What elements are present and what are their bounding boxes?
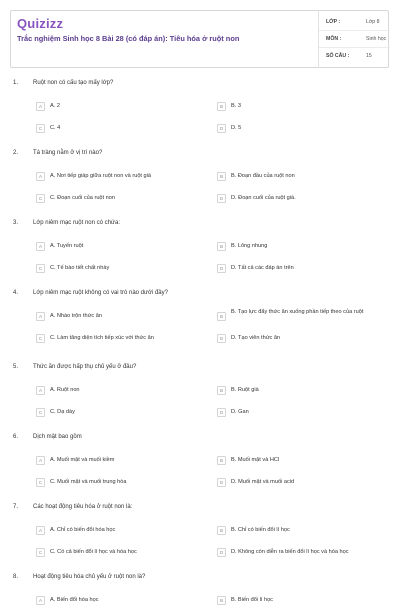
option-text: C. Có cả biến đổi lí học và hóa học — [50, 549, 137, 555]
option-text: D. Tất cả các đáp án trên — [231, 265, 294, 271]
option-letter-box: B — [217, 242, 226, 251]
question-number: 4. — [13, 290, 19, 296]
option-letter-box: D — [217, 334, 226, 343]
option-text: B. Chỉ có biến đổi lí học — [231, 527, 290, 533]
worksheet-title: Trắc nghiệm Sinh học 8 Bài 28 (có đáp án): Tiêu hóa ở ruột non — [17, 34, 240, 43]
meta-label: SỐ CÂU : — [326, 53, 350, 59]
option-text: A. 2 — [50, 103, 60, 109]
question-number: 5. — [13, 364, 19, 370]
question-number: 1. — [13, 80, 19, 86]
option-letter-box: D — [217, 548, 226, 557]
option-letter-box: A — [36, 386, 45, 395]
quizizz-logo: Quizizz — [17, 16, 64, 31]
option-text: C. Muối mật và muối trung hòa — [50, 479, 127, 485]
option-letter-box: C — [36, 478, 45, 487]
option-text: A. Chỉ có biến đổi hóa học — [50, 527, 116, 533]
option-letter-box: D — [217, 478, 226, 487]
option-letter-box: D — [217, 264, 226, 273]
option-text: C. Làm tăng diện tích tiếp xúc với thức ăn — [50, 335, 154, 341]
meta-value: 15 — [366, 53, 372, 59]
option-letter-box: C — [36, 264, 45, 273]
option-letter-box: C — [36, 124, 45, 133]
meta-value: Sinh học — [366, 36, 387, 42]
option-text: A. Biến đổi hóa học — [50, 597, 99, 603]
option-letter-box: D — [217, 124, 226, 133]
option-letter-box: C — [36, 408, 45, 417]
option-text: B. Tạo lực đẩy thức ăn xuống phần tiếp theo của ruột — [231, 309, 364, 315]
option-letter-box: C — [36, 194, 45, 203]
option-text: A. Muối mật và muối kiềm — [50, 457, 115, 463]
option-letter-box: A — [36, 456, 45, 465]
question-number: 8. — [13, 574, 19, 580]
option-letter-box: B — [217, 386, 226, 395]
meta-value: Lớp 8 — [366, 19, 380, 25]
option-letter-box: A — [36, 102, 45, 111]
option-letter-box: B — [217, 456, 226, 465]
option-letter-box: A — [36, 596, 45, 605]
option-text: D. Đoạn cuối của ruột già. — [231, 195, 296, 201]
question-text: Dịch mật bao gồm — [33, 434, 82, 440]
option-text: A. Nhào trộn thức ăn — [50, 313, 102, 319]
question-text: Các hoạt động tiêu hóa ở ruột non là: — [33, 504, 133, 510]
option-letter-box: A — [36, 312, 45, 321]
option-text: C. Đoạn cuối của ruột non — [50, 195, 115, 201]
option-letter-box: C — [36, 334, 45, 343]
option-text: D. Muối mật và muối acid — [231, 479, 295, 485]
option-letter-box: D — [217, 408, 226, 417]
option-text: B. Đoạn đầu của ruột non — [231, 173, 295, 179]
question-text: Thức ăn được hấp thụ chủ yếu ở đâu? — [33, 364, 137, 370]
option-text: D. Không còn diễn ra biến đổi lí học và hóa học — [231, 549, 349, 555]
option-text: B. Lông nhung — [231, 243, 268, 249]
option-letter-box: A — [36, 526, 45, 535]
option-text: A. Ruột non — [50, 387, 80, 393]
option-letter-box: A — [36, 172, 45, 181]
option-text: B. 3 — [231, 103, 241, 109]
question-text: Hoạt động tiêu hóa chủ yếu ở ruột non là? — [33, 574, 146, 580]
question-text: Ruột non có cấu tạo mấy lớp? — [33, 80, 114, 86]
option-text: C. Dạ dày — [50, 409, 75, 415]
question-number: 2. — [13, 150, 19, 156]
option-text: A. Nơi tiếp giáp giữa ruột non và ruột già — [50, 173, 152, 179]
option-letter-box: B — [217, 172, 226, 181]
meta-label: MÔN : — [326, 36, 342, 42]
option-text: B. Ruột già — [231, 387, 259, 393]
option-letter-box: B — [217, 102, 226, 111]
option-text: D. Gan — [231, 409, 249, 415]
question-text: Lớp niêm mạc ruột non có chứa: — [33, 220, 120, 226]
option-letter-box: B — [217, 312, 226, 321]
option-letter-box: C — [36, 548, 45, 557]
option-letter-box: D — [217, 194, 226, 203]
meta-label: LỚP : — [326, 19, 341, 25]
option-text: B. Biến đổi lí học — [231, 597, 273, 603]
meta-row-question-count — [319, 49, 390, 64]
question-text: Tá tràng nằm ở vị trí nào? — [33, 150, 103, 156]
meta-row-grade — [319, 15, 390, 31]
question-number: 7. — [13, 504, 19, 510]
option-text: D. Tạo viên thức ăn — [231, 335, 281, 341]
option-text: A. Tuyến ruột — [50, 243, 84, 249]
option-letter-box: B — [217, 526, 226, 535]
option-letter-box: A — [36, 242, 45, 251]
option-text: D. 5 — [231, 125, 242, 131]
meta-row-subject — [319, 32, 390, 48]
option-letter-box: B — [217, 596, 226, 605]
worksheet-header — [10, 10, 389, 68]
question-text: Lớp niêm mạc ruột không có vai trò nào dưới đây? — [33, 290, 168, 296]
meta-panel — [318, 11, 390, 68]
question-number: 3. — [13, 220, 19, 226]
question-number: 6. — [13, 434, 19, 440]
option-text: C. Tế bào tiết chất nhày — [50, 265, 110, 271]
option-text: B. Muối mật và HCl — [231, 457, 280, 463]
option-text: C. 4 — [50, 125, 61, 131]
